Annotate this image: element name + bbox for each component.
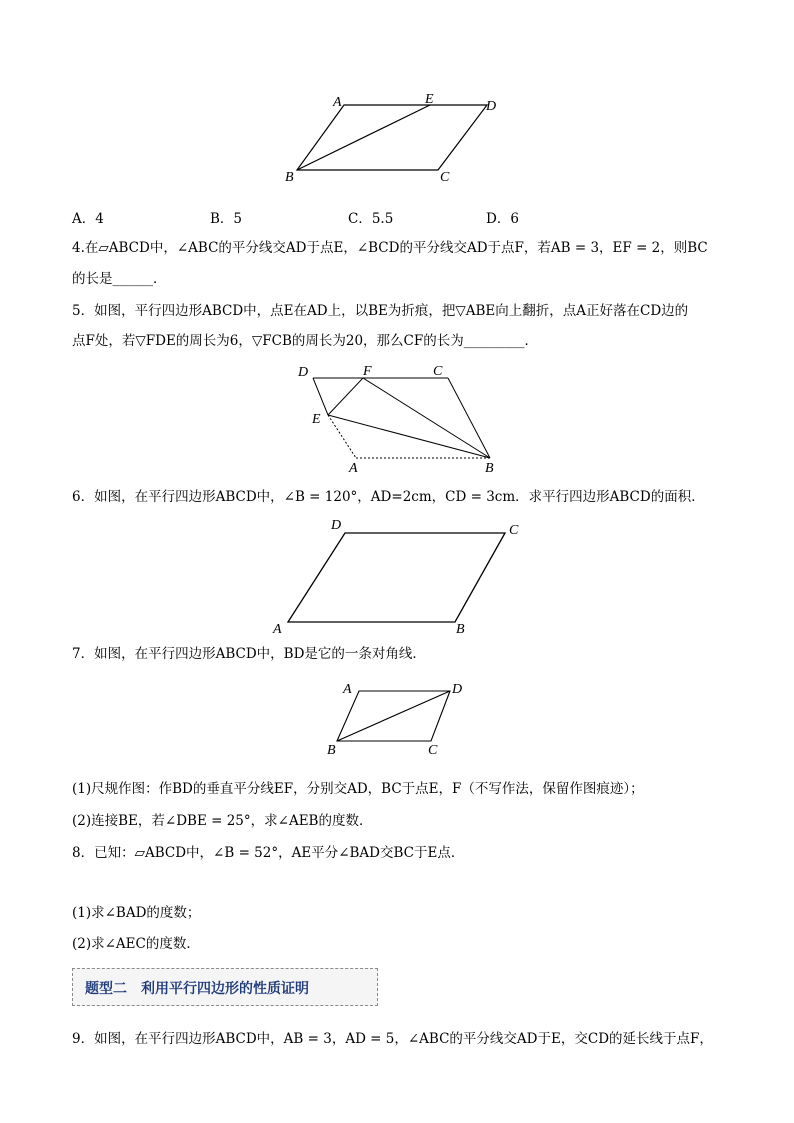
label-d: D [331, 518, 342, 533]
figure-parallelogram-abcd-with-e [280, 86, 510, 186]
q5-line2: 点F处，若▽FDE的周长为6，▽FCB的周长为20，那么CF的长为_________． [72, 333, 539, 349]
figure-parallelogram-large [270, 512, 530, 637]
label-c: C [509, 523, 519, 538]
q7-line1: 7．如图，在平行四边形ABCD中，BD是它的一条对角线． [72, 646, 426, 662]
label-f: F [363, 364, 372, 379]
q8-line1: 8．已知：▱ABCD中，∠B = 52°，AE平分∠BAD交BC于E点． [72, 845, 465, 861]
label-a: A [343, 682, 352, 697]
q8-part2: (2)求∠AEC的度数． [72, 936, 200, 952]
label-e: E [312, 412, 321, 427]
option-a: A．4 [72, 211, 104, 227]
q7-part1: (1)尺规作图：作BD的垂直平分线EF，分别交AD，BC于点E，F（不写作法，保留作图痕迹）； [72, 781, 644, 797]
q4-line1: 4.在▱ABCD中，∠ABC的平分线交AD于点E，∠BCD的平分线交AD于点F，若AB = 3，EF = 2，则BC [72, 240, 708, 256]
option-b: B．5 [210, 211, 243, 227]
figure-parallelogram-diagonal [320, 680, 470, 760]
q4-line2: 的长是______． [72, 271, 167, 287]
figure-folded-parallelogram [290, 360, 510, 480]
option-c: C．5.5 [348, 211, 394, 227]
label-e: E [425, 92, 434, 107]
q9-line1: 9．如图，在平行四边形ABCD中，AB = 3，AD = 5，∠ABC的平分线交AD于E，交CD的延长线于点F， [72, 1031, 713, 1047]
label-b: B [456, 622, 465, 637]
label-b: B [327, 743, 336, 758]
label-a: A [333, 95, 342, 110]
section-header [72, 968, 378, 1006]
label-d: D [452, 682, 463, 697]
q6-line1: 6．如图，在平行四边形ABCD中，∠B = 120°，AD=2cm，CD = 3cm．求平行四边形ABCD的面积． [72, 489, 705, 505]
q5-line1: 5．如图，平行四边形ABCD中，点E在AD上，以BE为折痕，把▽ABE向上翻折，点A正好落在CD边的 [72, 303, 689, 319]
label-d: D [486, 99, 497, 114]
label-b: B [485, 461, 494, 476]
label-c: C [433, 364, 443, 379]
label-a: A [349, 461, 358, 476]
label-d: D [298, 365, 309, 380]
label-b: B [285, 170, 294, 185]
option-d: D．6 [486, 211, 519, 227]
label-c: C [428, 743, 438, 758]
q8-part1: (1)求∠BAD的度数； [72, 905, 201, 921]
q7-part2: (2)连接BE，若∠DBE = 25°，求∠AEB的度数． [72, 813, 373, 829]
label-a: A [273, 622, 282, 637]
label-c: C [440, 170, 450, 185]
section-title: 题型二 利用平行四边形的性质证明 [85, 981, 309, 997]
